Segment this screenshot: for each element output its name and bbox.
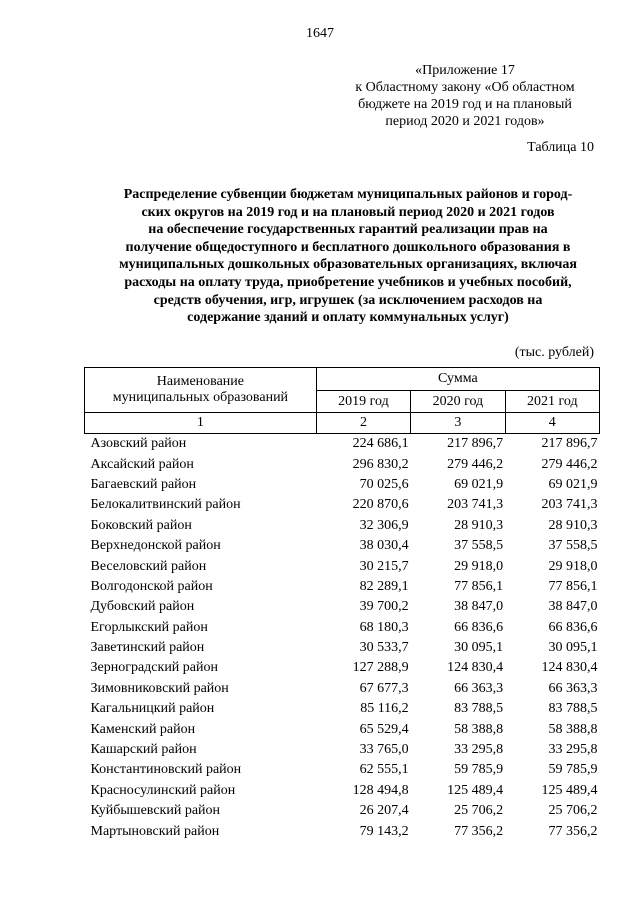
amount-2020: 83 788,5 (454, 701, 504, 717)
table-row (85, 536, 600, 556)
amount-2021: 77 856,1 (548, 578, 598, 594)
units-label: (тыс. рублей) (514, 345, 594, 360)
amount-2019: 85 116,2 (360, 701, 409, 717)
amount-2020: 69 021,9 (454, 476, 504, 492)
municipality-name: Зерноградский район (90, 660, 218, 676)
amount-2020: 30 095,1 (454, 640, 504, 656)
municipality-name: Егорлыкский район (90, 619, 208, 635)
amount-2020: 279 446,2 (447, 456, 504, 472)
title-line: получение общедоступного и бесплатного дошкольного образования в (125, 239, 571, 255)
appendix-line: «Приложение 17 (415, 63, 515, 78)
amount-2019: 39 700,2 (359, 599, 409, 615)
amount-2019: 68 180,3 (359, 619, 409, 635)
column-header-year: 2019 год (316, 391, 410, 413)
amount-2021: 124 830,4 (541, 660, 598, 676)
amount-2020: 66 363,3 (454, 680, 504, 696)
amount-2021: 25 706,2 (548, 803, 598, 819)
amount-2019: 38 030,4 (359, 538, 409, 554)
column-header-year: 2020 год (411, 391, 505, 413)
title-line: на обеспечение государственных гарантий реализации прав на (148, 222, 548, 238)
amount-2019: 224 686,1 (352, 436, 409, 452)
page-number: 1647 (306, 26, 334, 41)
table-row (85, 454, 600, 474)
municipality-name: Мартыновский район (90, 823, 220, 839)
column-number: 1 (85, 413, 317, 434)
amount-2021: 28 910,3 (548, 517, 598, 533)
amount-2019: 128 494,8 (352, 782, 409, 798)
table-row (85, 801, 600, 821)
amount-2020: 33 295,8 (454, 742, 504, 758)
municipality-name: Багаевский район (90, 476, 197, 492)
municipality-name: Дубовский район (90, 599, 195, 615)
appendix-line: к Областному закону «Об областном (355, 80, 575, 95)
table-row (85, 719, 600, 739)
amount-2020: 38 847,0 (454, 599, 504, 615)
amount-2020: 125 489,4 (447, 782, 504, 798)
table-row (85, 556, 600, 576)
municipality-name: Константиновский район (90, 762, 242, 778)
municipality-name: Кагальницкий район (90, 701, 215, 717)
amount-2020: 25 706,2 (454, 803, 504, 819)
table-row (85, 516, 600, 536)
amount-2020: 29 918,0 (454, 558, 504, 574)
amount-2020: 37 558,5 (454, 538, 504, 554)
table-row (85, 740, 600, 760)
amount-2019: 296 830,2 (352, 456, 409, 472)
title-line: расходы на оплату труда, приобретение учебников и учебных пособий, (124, 274, 572, 290)
municipality-name: Заветинский район (90, 640, 205, 656)
amount-2021: 29 918,0 (548, 558, 598, 574)
amount-2019: 220 870,6 (352, 497, 409, 513)
amount-2021: 59 785,9 (548, 762, 598, 778)
amount-2019: 33 765,0 (359, 742, 409, 758)
column-header-year: 2021 год (505, 391, 599, 413)
municipality-name: Зимовниковский район (90, 680, 229, 696)
appendix-line: бюджете на 2019 год и на плановый (358, 97, 572, 112)
amount-2021: 69 021,9 (548, 476, 598, 492)
table-row (85, 781, 600, 801)
column-number: 2 (316, 413, 410, 434)
amount-2020: 77 356,2 (454, 823, 504, 839)
municipality-name: Верхнедонской район (90, 538, 221, 554)
column-header-name (85, 368, 317, 413)
municipality-name: Веселовский район (90, 558, 207, 574)
municipality-name: Куйбышевский район (90, 803, 221, 819)
amount-2019: 70 025,6 (359, 476, 409, 492)
amount-2020: 217 896,7 (447, 436, 504, 452)
amount-2021: 83 788,5 (548, 701, 598, 717)
table-row (85, 699, 600, 719)
table-row (85, 638, 600, 658)
table-label: Таблица 10 (527, 140, 594, 155)
title-line: содержание зданий и оплату коммунальных услуг) (187, 310, 509, 326)
table-row (85, 760, 600, 780)
column-number: 4 (505, 413, 599, 434)
amount-2021: 33 295,8 (548, 742, 598, 758)
column-header-sum: Сумма (316, 368, 599, 391)
amount-2019: 30 215,7 (359, 558, 409, 574)
amount-2020: 77 856,1 (454, 578, 504, 594)
amount-2021: 66 363,3 (548, 680, 598, 696)
municipality-name: Азовский район (90, 436, 187, 452)
amount-2020: 28 910,3 (454, 517, 504, 533)
title-line: муниципальных дошкольных образовательных организациях, включая (119, 257, 577, 273)
table-row (85, 618, 600, 638)
amount-2021: 30 095,1 (548, 640, 598, 656)
amount-2019: 32 306,9 (359, 517, 409, 533)
amount-2020: 59 785,9 (454, 762, 504, 778)
subvention-table (84, 367, 600, 842)
municipality-name: Белокалитвинский район (90, 497, 241, 513)
amount-2019: 82 289,1 (359, 578, 409, 594)
amount-2021: 66 836,6 (548, 619, 598, 635)
amount-2019: 65 529,4 (359, 721, 409, 737)
amount-2019: 26 207,4 (359, 803, 409, 819)
amount-2020: 124 830,4 (447, 660, 504, 676)
amount-2021: 279 446,2 (541, 456, 598, 472)
municipality-name: Кашарский район (90, 742, 197, 758)
municipality-name: Красносулинский район (90, 782, 236, 798)
amount-2019: 30 533,7 (359, 640, 409, 656)
appendix-line: период 2020 и 2021 годов» (385, 114, 545, 129)
table-row (85, 434, 600, 455)
municipality-name: Боковский район (90, 517, 192, 533)
table-body (85, 434, 600, 842)
table-row (85, 679, 600, 699)
column-header-name-line: Наименование (156, 374, 244, 389)
column-header-name-line: муниципальных образований (112, 390, 289, 405)
amount-2021: 203 741,3 (541, 497, 598, 513)
amount-2021: 58 388,8 (548, 721, 598, 737)
amount-2020: 203 741,3 (447, 497, 504, 513)
table-row (85, 577, 600, 597)
title-line: средств обучения, игр, игрушек (за исключением расходов на (153, 292, 543, 308)
table-row (85, 821, 600, 841)
column-number: 3 (411, 413, 505, 434)
table-row (85, 495, 600, 515)
amount-2021: 37 558,5 (548, 538, 598, 554)
amount-2020: 66 836,6 (454, 619, 504, 635)
amount-2021: 77 356,2 (548, 823, 598, 839)
amount-2019: 67 677,3 (359, 680, 409, 696)
table-title (88, 186, 608, 327)
table-row (85, 475, 600, 495)
municipality-name: Аксайский район (90, 456, 194, 472)
table-row (85, 597, 600, 617)
appendix-heading (330, 62, 600, 130)
amount-2019: 62 555,1 (359, 762, 409, 778)
amount-2021: 217 896,7 (541, 436, 598, 452)
table-row (85, 658, 600, 678)
title-line: Распределение субвенции бюджетам муниципальных районов и город- (123, 187, 573, 202)
amount-2019: 127 288,9 (352, 660, 409, 676)
amount-2020: 58 388,8 (454, 721, 504, 737)
amount-2019: 79 143,2 (359, 823, 409, 839)
municipality-name: Волгодонской район (90, 578, 213, 594)
amount-2021: 38 847,0 (548, 599, 598, 615)
amount-2021: 125 489,4 (541, 782, 598, 798)
title-line: ских округов на 2019 год и на плановый период 2020 и 2021 годов (141, 204, 555, 220)
municipality-name: Каменский район (90, 721, 196, 737)
